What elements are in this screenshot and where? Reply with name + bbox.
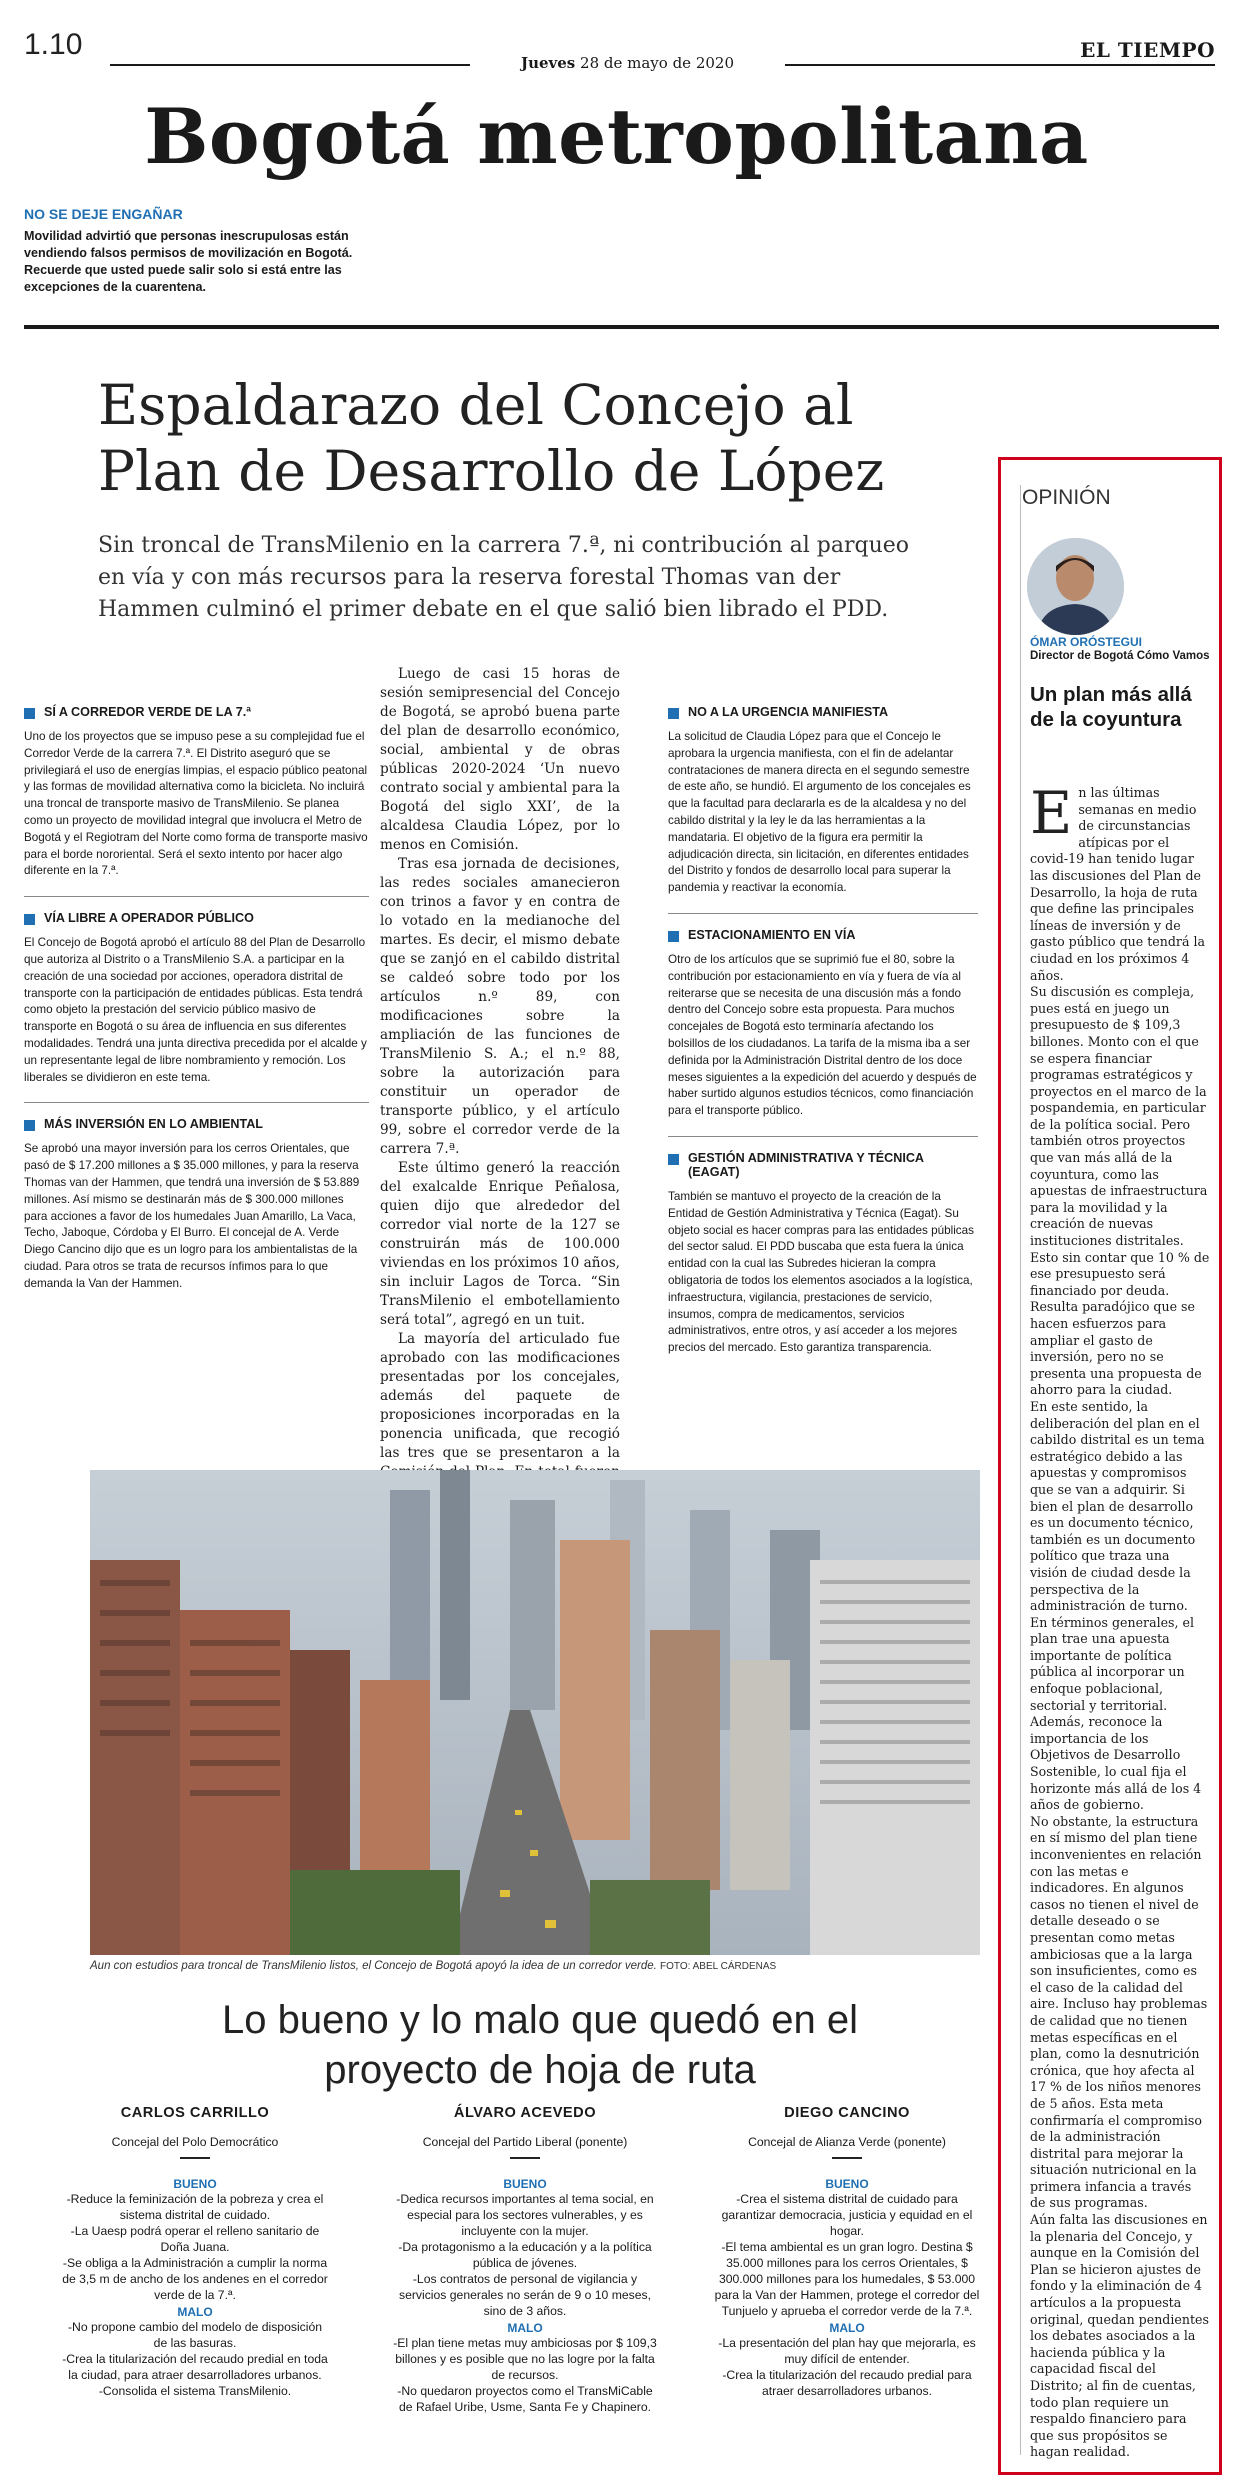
good-label: BUENO bbox=[173, 2177, 217, 2191]
section-divider bbox=[24, 325, 1219, 329]
bad-label: MALO bbox=[177, 2305, 213, 2319]
opinion-author: ÓMAR ORÓSTEGUI bbox=[1030, 635, 1143, 649]
box-operador-publico bbox=[24, 911, 369, 1086]
box-title: GESTIÓN ADMINISTRATIVA Y TÉCNICA (EAGAT) bbox=[668, 1151, 978, 1179]
good-item: -Dedica recursos importantes al tema social, en especial para los sectores vulnerables, y es incluyente con la mujer. bbox=[396, 2192, 654, 2238]
opinion-paragraph-text: n las últimas semanas en medio de circunstancias atípicas por el covid-19 han tenido lugar las discusiones del Plan de Desarrollo, la hoja de ruta que define las principales líneas de inversión y de gasto público que tendrá la ciudad en los próximos 4 años. bbox=[1030, 785, 1205, 983]
bad-item: -No quedaron proyectos como el TransMiCable de Rafael Uribe, Usme, Santa Fe y Chapinero. bbox=[397, 2384, 653, 2414]
good-item: -Se obliga a la Administración a cumplir la norma de 3,5 m de ancho de los andenes en el corredor verde de la 7.ª. bbox=[62, 2256, 328, 2302]
opinion-paragraph: Aún falta las discusiones en la plenaria del Concejo, y aunque en la Comisión del Plan se hicieron ajustes de fondo y la eliminación de 4 artículos a la propuesta original, quedan pendientes los debates asociados a la hacienda pública y la capacidad fiscal del Distrito; al fin de cuentas, todo plan requiere un respaldo financiero para que sus propósitos se hagan realidad. bbox=[1030, 2212, 1209, 2460]
date-rest: 28 de mayo de 2020 bbox=[580, 54, 734, 72]
opinion-body bbox=[1030, 779, 1210, 2461]
good-label: BUENO bbox=[503, 2177, 547, 2191]
body-paragraph: La mayoría del articulado fue aprobado con las modificaciones presentadas por los concejales, además del paquete de proposiciones incorporadas en la ponencia unificada, que recogió las tres que se presentaron a la bbox=[380, 1331, 620, 1461]
box-divider bbox=[668, 913, 978, 914]
bad-item: -No propone cambio del modelo de disposición de las basuras. bbox=[67, 2320, 323, 2350]
person-name: CARLOS CARRILLO bbox=[120, 2105, 270, 2121]
box-title: VÍA LIBRE A OPERADOR PÚBLICO bbox=[24, 911, 369, 925]
city-photo bbox=[90, 1470, 980, 1955]
good-item: -La Uaesp podrá operar el relleno sanitario de Doña Juana. bbox=[70, 2224, 320, 2254]
opinion-paragraph bbox=[1030, 779, 1210, 984]
bad-item: -Crea la titularización del recaudo predial en toda la ciudad, para atraer desarrolladores urbanos. bbox=[62, 2352, 328, 2382]
box-body: Se aprobó una mayor inversión para los cerros Orientales, que pasó de $ 17.200 millones a $ 35.000 millones, y para la reserva Thomas van der Hammen, que tendrá una inversión de $ 53.889 millones. Así mismo se destinarán más de $ 300.000 millones para acciones a favor de los humedales Juan Amarillo, La Vaca, Techo, Jaboque, Córdoba y El Burro. El concejal de A. Verde Diego Cancino dijo que es un logro para los ambientalistas de la ciudad. Para otros se trata de recursos ínfimos para lo que demanda la Van der Hammen. bbox=[24, 1142, 360, 1290]
photo-caption bbox=[90, 1960, 980, 1972]
brand-logo: EL TIEMPO bbox=[1080, 38, 1215, 62]
article-headline: Espaldarazo del Concejo al Plan de Desarrollo de López bbox=[98, 373, 885, 503]
opinion-kicker: OPINIÓN bbox=[1022, 486, 1111, 509]
box-title: NO A LA URGENCIA MANIFIESTA bbox=[668, 705, 978, 719]
box-estacionamiento bbox=[668, 928, 978, 1120]
box-eagat bbox=[668, 1151, 978, 1357]
box-body: También se mantuvo el proyecto de la creación de la Entidad de Gestión Administrativa y Técnica (Eagat). Su objeto social es hacer compras para las entidades públicas del sector salud. El PDD buscaba que esta fuera la única entidad con la cual las Subredes hicieran la compra obligatoria de todos los elementos asociados a la logística, infraestructura, vigilancia, prestaciones de servicio, insumos, compra de medicamentos, servicios administrativos, entre otros, y así acceder a los mejores precios del mercado. Esto garantiza transparencia. bbox=[668, 1189, 974, 1355]
good-item: -Crea el sistema distrital de cuidado para garantizar democracia, justicia y equidad en el hogar. bbox=[721, 2192, 973, 2238]
person-card bbox=[60, 2105, 330, 2399]
box-title: ESTACIONAMIENTO EN VÍA bbox=[668, 928, 978, 942]
good-label: BUENO bbox=[825, 2177, 869, 2191]
warning-kicker: NO SE DEJE ENGAÑAR bbox=[24, 206, 183, 222]
left-boxes bbox=[24, 705, 369, 1293]
person-role: Concejal del Polo Democrático bbox=[111, 2135, 279, 2149]
opinion-paragraph: Su discusión es compleja, pues está en juego un presupuesto de $ 109,3 billones. Monto con el que se espera financiar programas estratégicos y proyectos en el marco de la pospandemia, en particular de la política social. Pero también otros proyectos que van más allá de la coyuntura, como las apuestas de infraestructura para la movilidad y la creación de nuevas instituciones distritales. Esto sin contar que 10 % de ese presupuesto será financiado por deuda. bbox=[1030, 984, 1210, 1298]
bad-item: -El plan tiene metas muy ambiciosas por $ 109,3 billones y es posible que no las logre por la falta de recursos. bbox=[393, 2336, 657, 2382]
city-skyline-image bbox=[90, 1470, 980, 1955]
bad-item: -Crea la titularización del recaudo predial para atraer desarrolladores urbanos. bbox=[722, 2368, 972, 2398]
box-corredor-verde bbox=[24, 705, 369, 880]
header-rule-right bbox=[785, 64, 1215, 66]
person-role: Concejal del Partido Liberal (ponente) bbox=[422, 2135, 628, 2149]
bad-item: -Consolida el sistema TransMilenio. bbox=[98, 2384, 292, 2398]
opinion-paragraph: En este sentido, la deliberación del plan en el cabildo distrital es un tema estratégico debido a las apuestas y compromisos que se van a adquirir. Si bien el plan de desarrollo es un documento técnico, también es un documento político que traza una visión de ciudad desde la perspectiva de la administración de turno. bbox=[1030, 1398, 1205, 1614]
good-item: -El tema ambiental es un gran logro. Destina $ 35.000 millones para los cerros Orientales, $ 300.000 millones para los humedales, $ 53.000 para la Van der Hammen, protege el corredor del Tunjuelo y aprueba el corredor verde de la 7.ª. bbox=[714, 2240, 980, 2318]
drop-cap: E bbox=[1030, 779, 1073, 847]
author-portrait-icon bbox=[1027, 538, 1124, 635]
box-body: Uno de los proyectos que se impuso pese a su complejidad fue el Corredor Verde de la carrera 7.ª. El Distrito aseguró que se privilegiará el uso de energías limpias, el espacio público peatonal y las formas de movilidad alternativa como la bicicleta. No incluirá una troncal de transporte masivo de TransMilenio. Se planea como un proyecto de movilidad integral que involucra el Metro de Bogotá y el Regiotram del Norte como forma de transporte masivo para el borde nororiental. Será el sexto intento por hacer algo diferente en la 7.ª. bbox=[24, 730, 368, 878]
author-avatar bbox=[1027, 538, 1124, 635]
box-body: El Concejo de Bogotá aprobó el artículo 88 del Plan de Desarrollo que autoriza al Distrito o a TransMilenio S.A. a participar en la creación de una sociedad por acciones, operadora distrital de transporte con la participación de entidades públicas. Esta tendrá como objeto la prestación del servicio público masivo de transporte en Bogotá o su área de influencia en sus diferentes modalidades. Tendrá una junta directiva precedida por el alcalde y un representante legal de libre nombramiento y remoción. Los liberales se dividieron en este tema. bbox=[24, 936, 367, 1084]
dateline bbox=[470, 54, 785, 72]
box-body: La solicitud de Claudia López para que el Concejo le aprobara la urgencia manifiesta, con el fin de adelantar contrataciones de manera directa en el segundo semestre de este año, se hundió. El argumento de los concejales es que la facultad para declararla es de la alcaldesa y no del cabildo distrital y la ley le da las herramientas a la mandataria. El objetivo de la figura era permitir la adjudicación directa, sin licitación, en diferentes entidades del Distrito y fondos de desarrollo local para superar la pandemia y reactivar la economía. bbox=[668, 730, 971, 895]
person-card bbox=[390, 2105, 660, 2415]
box-body: Otro de los artículos que se suprimió fue el 80, sobre la contribución por estacionamiento en vía y fuera de vía al reiterarse que se necesita de una discusión más a fondo dentro del Concejo sobre esta propuesta. Para muchos concejales de Bogotá esto terminaría afectando los bolsillos de los ciudadanos. La tarifa de la misma iba a ser definida por la Administración Distrital dentro de los doce meses siguientes a la expedición del acuerdo y después de haber surtido algunos estudios técnicos, como financiación para el transporte público. bbox=[668, 952, 977, 1118]
box-inversion-ambiental bbox=[24, 1117, 369, 1292]
person-card bbox=[712, 2105, 982, 2399]
good-item: -Da protagonismo a la educación y a la política pública de jóvenes. bbox=[398, 2240, 652, 2270]
person-name: DIEGO CANCINO bbox=[784, 2105, 910, 2121]
opinion-paragraph: No obstante, la estructura en sí mismo del plan tiene inconvenientes en relación con las metas e indicadores. En algunos casos no tienen el nivel de detalle deseado o se presentan como metas ambiciosas que a la larga son insuficientes, como es el caso de la calidad del aire. Incluso hay problemas de calidad que no tienen metas específicas en el plan, como la desnutrición crónica, que hoy afecta al 17 % de los niños menores de 5 años. Esta meta confirmaría el compromiso de la administración distrital para mejorar la situación nutricional en la primera infancia a través de sus programas. bbox=[1030, 1813, 1208, 2211]
divider-mark bbox=[510, 2157, 540, 2159]
opinion-paragraph: En términos generales, el plan trae una apuesta importante de política pública al incorporar un enfoque poblacional, sectorial y territorial. Además, reconoce la importancia de los Objetivos de Desarrollo Sostenible, lo cual fija el horizonte más allá de los 4 años de gobierno. bbox=[1030, 1614, 1202, 1813]
person-name: ÁLVARO ACEVEDO bbox=[453, 2105, 597, 2121]
person-role: Concejal de Alianza Verde (ponente) bbox=[748, 2135, 946, 2149]
box-divider bbox=[24, 896, 369, 897]
opinion-column-rule bbox=[1020, 485, 1021, 2455]
opinion-title: Un plan más allá de la coyuntura bbox=[1030, 683, 1192, 731]
right-boxes bbox=[668, 705, 978, 1357]
date-day: Jueves bbox=[520, 54, 576, 72]
bad-label: MALO bbox=[829, 2321, 865, 2335]
divider-mark bbox=[832, 2157, 862, 2159]
body-paragraph: Tras esa jornada de decisiones, las redes sociales amanecieron con trinos a favor y en contra de lo votado en la medianoche del martes. Es decir, el mismo debate que se zanjó en el cabildo distrital se caldeó sobre todo por los artículos n.º 89, con modificaciones sobre la ampliación de las funciones de TransMilenio S. A.; el n.º 88, sobre la autorización para constituir un operador de transporte público, y el artículo 99, sobre el corredor verde de la carrera 7.ª. bbox=[380, 856, 620, 1157]
good-item: -Los contratos de personal de vigilancia y servicios generales no serán de 9 o 10 meses, sino de 3 años. bbox=[398, 2272, 652, 2318]
divider-mark bbox=[180, 2157, 210, 2159]
opinion-role: Director de Bogotá Cómo Vamos bbox=[1030, 650, 1210, 662]
body-paragraph: Luego de casi 15 horas de sesión semipresencial del Concejo de Bogotá, se aprobó buena parte del plan de desarrollo económico, social, ambiental y de obras públicas 2020-2024 ‘Un nuevo contrato social y ambiental para la Bogotá del siglo XXI’, de la alcaldesa Claudia López, por lo menos en Comisión. bbox=[380, 666, 620, 853]
good-item: -Reduce la feminización de la pobreza y crea el sistema distrital de cuidado. bbox=[66, 2192, 324, 2222]
photo-credit: FOTO: ABEL CÁRDENAS bbox=[660, 1961, 777, 1972]
opinion-paragraph: Resulta paradójico que se hacen esfuerzos para ampliar el gasto de inversión, pero no se presenta una propuesta de ahorro para la ciudad. bbox=[1030, 1299, 1202, 1398]
box-divider bbox=[24, 1102, 369, 1103]
bad-label: MALO bbox=[507, 2321, 543, 2335]
section-title: Bogotá metropolitana bbox=[144, 92, 1089, 181]
box-divider bbox=[668, 1136, 978, 1137]
page-number: 1.10 bbox=[24, 28, 83, 61]
warning-text: Movilidad advirtió que personas inescrupulosas están vendiendo falsos permisos de movilización en Bogotá. Recuerde que usted puede salir solo si está entre las excepciones de la cuarentena. bbox=[24, 229, 353, 294]
box-title: SÍ A CORREDOR VERDE DE LA 7.ª bbox=[24, 705, 369, 719]
caption-text: Aun con estudios para troncal de TransMilenio listos, el Concejo de Bogotá apoyó la idea de un corredor verde. bbox=[90, 1960, 657, 1972]
body-paragraph: Este último generó la reacción del exalcalde Enrique Peñalosa, quien dijo que alrededor del corredor vial norte de la 127 se construirán más de 100.000 viviendas en los próximos 10 años, sin incluir Lagos de Torca. “Sin TransMilenio el embotellamiento será total”, agregó en un tuit. bbox=[380, 1160, 620, 1328]
box-urgencia-manifiesta bbox=[668, 705, 978, 897]
box-title: MÁS INVERSIÓN EN LO AMBIENTAL bbox=[24, 1117, 369, 1131]
review-headline: Lo bueno y lo malo que quedó en el proyecto de hoja de ruta bbox=[221, 1998, 859, 2092]
header-rule-left bbox=[110, 64, 470, 66]
article-deck: Sin troncal de TransMilenio en la carrera 7.ª, ni contribución al parqueo en vía y con más recursos para la reserva forestal Thomas van der Hammen culminó el primer debate en el que salió bien librado el PDD. bbox=[98, 533, 910, 622]
bad-item: -La presentación del plan hay que mejorarla, es muy difícil de entender. bbox=[718, 2336, 976, 2366]
